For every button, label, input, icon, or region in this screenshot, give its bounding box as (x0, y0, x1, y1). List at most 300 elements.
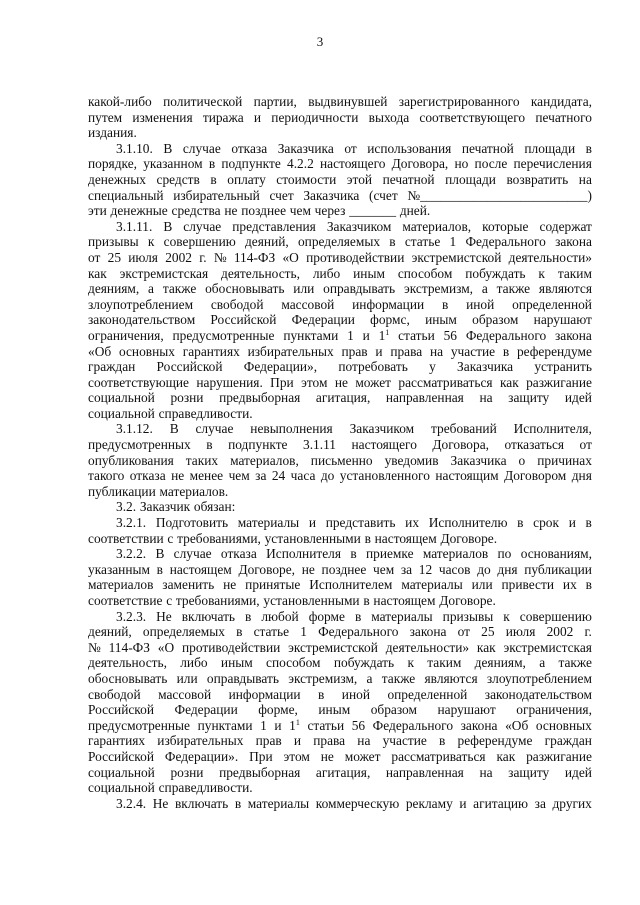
word: с (166, 593, 173, 608)
text-line (88, 188, 592, 204)
word: Исполнителем (309, 577, 393, 593)
word: заменить (162, 577, 215, 593)
word: деятельности» (508, 249, 592, 265)
word: разжигание (526, 374, 592, 390)
word: статьи (398, 327, 435, 343)
word: 3.2.4. (116, 795, 147, 811)
text-line (88, 546, 592, 562)
word: призывы (88, 234, 139, 250)
word: 56 (351, 717, 366, 733)
word: Федерации». (164, 748, 239, 764)
word: и (253, 109, 262, 125)
word: 25 (481, 624, 495, 640)
word: в (441, 296, 449, 312)
word: как (499, 374, 519, 390)
word: не (223, 577, 237, 593)
word: В (169, 421, 179, 437)
word: $1^1$ (378, 327, 390, 343)
word: статье (404, 234, 441, 250)
word: референдуме (457, 733, 533, 749)
word: массовой (158, 686, 212, 702)
word: образом (370, 702, 417, 718)
word: иной (341, 686, 370, 702)
word: на (479, 764, 493, 780)
word: экстремистской (411, 249, 502, 265)
word: в (318, 686, 325, 702)
word: Договоре. (439, 593, 496, 608)
word: печатной (382, 171, 435, 187)
word: а (539, 655, 546, 671)
word: Договором (504, 468, 567, 484)
word: к (407, 655, 414, 671)
word: в (439, 733, 446, 749)
word: №_________________________) (407, 187, 592, 203)
word: Федерации (291, 312, 355, 328)
word: через (314, 203, 346, 219)
word: по (497, 546, 512, 562)
text-line (88, 671, 592, 687)
word: до (477, 561, 491, 577)
word: 1 (347, 327, 354, 343)
word: настоящего (320, 156, 386, 172)
word: определенной (512, 296, 592, 312)
word: материалов (88, 577, 154, 593)
word: этой (346, 171, 373, 187)
text-line (88, 312, 592, 328)
word: экстремизм, (288, 670, 358, 686)
word: или (471, 577, 493, 593)
word: тиража (202, 109, 244, 125)
word: права (313, 733, 346, 749)
word: социальной (88, 405, 155, 421)
word: установленного (339, 468, 430, 484)
word: разжигание (526, 748, 592, 764)
word: материалов. (159, 483, 229, 499)
word: иным (353, 265, 385, 281)
word: являются (424, 670, 478, 686)
word: требований (430, 421, 497, 437)
word: участие (382, 733, 427, 749)
word: ограничения, (88, 327, 164, 343)
word: законодательством (484, 686, 592, 702)
word: которые (482, 218, 529, 234)
word: эти (88, 203, 107, 219)
word: справедливости. (158, 405, 253, 421)
word: коммерческую (315, 795, 400, 811)
text-line (88, 687, 592, 703)
word: к (147, 234, 155, 250)
text-line (88, 125, 592, 141)
text-line (88, 250, 592, 266)
word: а (481, 281, 488, 297)
word: Не (152, 795, 169, 811)
word: 3.2.1. (116, 515, 147, 531)
word: иным (220, 655, 253, 671)
word: указанным (88, 561, 150, 577)
text-line (88, 328, 592, 344)
word: настоящем (374, 530, 437, 546)
word: также (496, 281, 531, 297)
word: в (354, 608, 362, 624)
word: кандидата, (530, 94, 592, 109)
word: оплату (227, 171, 266, 187)
word: 1 (449, 234, 457, 250)
word: основных (118, 343, 175, 359)
word: публикации (88, 483, 156, 499)
word: законодательством (88, 312, 196, 328)
word: денежных (88, 171, 146, 187)
word: перечисления (513, 156, 592, 172)
word: определенной (387, 686, 468, 702)
word: 24 (271, 468, 286, 484)
word: № (213, 249, 227, 265)
word: закона (460, 717, 498, 733)
word: площади (524, 140, 576, 156)
word: 3.2.3. (116, 608, 147, 624)
word: дня (571, 468, 592, 484)
word: зарегистрированного (398, 94, 520, 109)
word: 114-ФЗ (233, 249, 276, 265)
word: от (344, 140, 357, 156)
word: 3.1.12. (116, 421, 153, 437)
word: дней. (399, 203, 431, 219)
word: социальной (88, 390, 155, 406)
word: избирательный (173, 187, 260, 203)
word: менее (189, 468, 224, 484)
word: от (88, 249, 101, 265)
text-line (88, 266, 592, 282)
word: информации (228, 686, 301, 702)
word: использования (367, 140, 452, 156)
word: основных (535, 717, 592, 733)
text-line (88, 484, 592, 500)
text-line (88, 359, 592, 375)
word: 3.2.2. (116, 546, 147, 562)
word: опубликования (88, 452, 174, 468)
word: статье (253, 624, 290, 640)
word: материалы (371, 608, 433, 624)
text-line (88, 297, 592, 313)
word: в (350, 546, 357, 562)
word: выдвинувшей (308, 94, 388, 109)
word: права (390, 343, 423, 359)
word: чем (228, 468, 250, 484)
word: Федерального (465, 327, 547, 343)
word: материалы (401, 577, 463, 593)
word: Исполнителя (266, 546, 342, 562)
text-line (88, 390, 592, 406)
word: избирательных (247, 343, 334, 359)
superscript: 1 (385, 327, 390, 337)
word: противодействии (181, 639, 281, 655)
text-line (88, 281, 592, 297)
word: отказа (220, 546, 257, 562)
text-line (88, 453, 592, 469)
word: Федерации (174, 702, 238, 718)
word: обосновывать (205, 281, 285, 297)
word: способом (266, 655, 321, 671)
word: как (476, 639, 496, 655)
word: Федерального (465, 234, 546, 250)
word: как (496, 748, 516, 764)
word: в (585, 577, 592, 593)
word: других (552, 795, 592, 811)
word: справедливости. (158, 780, 253, 796)
word: или (176, 670, 198, 686)
word: какой-либо (88, 94, 152, 109)
word: любой (261, 608, 299, 624)
word: подпункте (221, 156, 281, 172)
word: в (234, 795, 242, 811)
word: оправдывать (323, 281, 396, 297)
word: противодействии (306, 249, 405, 265)
word: счет (269, 187, 294, 203)
word: и (362, 327, 370, 343)
word: граждан (88, 359, 136, 375)
word: оправдывать (206, 670, 279, 686)
word: пунктами (197, 717, 253, 733)
superscript: 1 (295, 717, 300, 727)
word: до (320, 468, 335, 484)
word: предвыборная (219, 390, 301, 406)
word: закона (555, 234, 592, 250)
word: в (389, 234, 396, 250)
word: невыполнения (250, 421, 333, 437)
word: в (363, 593, 370, 608)
word: и (308, 515, 317, 531)
word: Российской (88, 702, 154, 718)
word: пунктами (283, 327, 339, 343)
word: в (502, 343, 510, 359)
word: рассматриваться (398, 374, 493, 390)
word: площади (445, 171, 496, 187)
word: 3.1.10. (116, 140, 153, 156)
word: потребовать (338, 359, 408, 375)
word: В (163, 218, 173, 234)
word: средств (156, 171, 200, 187)
word: к (538, 265, 545, 281)
word: установленными (263, 593, 360, 608)
word: их (405, 515, 420, 531)
word: этом (283, 748, 310, 764)
text-line (88, 234, 592, 250)
text-line (88, 141, 592, 157)
word: иным (425, 312, 457, 328)
word: избирательных (157, 733, 244, 749)
text-line (88, 203, 592, 219)
word: от (457, 624, 471, 640)
word: призывы (442, 608, 494, 624)
word: защиту (508, 764, 550, 780)
word: также (162, 281, 197, 297)
word: и (568, 515, 576, 531)
word: Договора, (391, 156, 449, 172)
word: в (585, 140, 592, 156)
word: формс, (370, 312, 410, 328)
word: и (293, 733, 302, 749)
word: При (249, 748, 273, 764)
word: Российской (210, 312, 277, 328)
word: участие (450, 343, 496, 359)
text-line (88, 531, 592, 547)
word: в (206, 437, 213, 453)
word: материалов (422, 546, 489, 562)
word: публикации (524, 561, 592, 577)
word: предусмотренные (172, 327, 275, 343)
word: Договоре. (440, 530, 498, 546)
word: Исполнителю (428, 515, 508, 531)
word: обязан: (193, 499, 236, 515)
word: настоящего (351, 437, 417, 453)
word: включать (181, 608, 236, 624)
word: основаниям, (520, 546, 592, 562)
text-line (88, 655, 592, 671)
word: путем (88, 109, 123, 125)
word: направленная (385, 390, 464, 406)
word: причинах (537, 452, 592, 468)
word: соответствии (88, 530, 164, 546)
word: случае (182, 140, 221, 156)
word: рассматриваться (391, 748, 486, 764)
word: 3.1.11. (116, 218, 153, 234)
word: № (88, 639, 101, 655)
word: дня (497, 561, 518, 577)
word: позднее (241, 203, 287, 219)
word: референдуме (516, 343, 592, 359)
word: изменения (132, 109, 193, 125)
word: Заказчик (139, 499, 191, 515)
word: этом (301, 374, 328, 390)
text-line (88, 593, 592, 609)
word: направленная (385, 764, 464, 780)
word: свободой (88, 686, 141, 702)
word: соответствующие (88, 374, 189, 390)
word: письменно (310, 452, 373, 468)
word: нарушают (437, 702, 496, 718)
word: случае (195, 421, 234, 437)
text-line (88, 172, 592, 188)
word: злоупотреблением (486, 670, 592, 686)
word: на (357, 733, 371, 749)
word: $1^1$ (289, 717, 300, 733)
word: приемке (365, 546, 414, 562)
word: социальной (88, 780, 155, 796)
word: может (355, 374, 392, 390)
word: принятые (245, 577, 301, 593)
word: не (320, 748, 334, 764)
word: ограничения, (516, 702, 592, 718)
word: идей (564, 390, 592, 406)
word: г. (199, 249, 207, 265)
word: статьи (307, 717, 345, 733)
word: нарушения. (196, 374, 263, 390)
word: в (364, 530, 371, 546)
word: обосновывать (88, 670, 168, 686)
word: в (156, 561, 163, 577)
word: июля (505, 624, 536, 640)
word: экстремистской (288, 639, 378, 655)
word: может (344, 748, 381, 764)
word: и (375, 343, 383, 359)
word: в (245, 608, 252, 624)
word: Договоре, (238, 561, 296, 577)
word: на (479, 390, 493, 406)
word: побуждать (465, 265, 526, 281)
word: Федерального (318, 624, 399, 640)
word: прав (255, 733, 282, 749)
word: случае (183, 218, 222, 234)
word: г. (584, 624, 592, 640)
word: форме, (258, 702, 298, 718)
word: отказа (231, 140, 268, 156)
word: 1 (260, 717, 267, 733)
word: агитация, (315, 764, 371, 780)
word: Федерального (372, 717, 454, 733)
word: определяемых (297, 234, 381, 250)
word: стоимости (276, 171, 337, 187)
word: являются (538, 281, 592, 297)
word: Подготовить (155, 515, 229, 531)
word: за (255, 468, 267, 484)
text-line (88, 577, 592, 593)
word: агитация, (315, 390, 371, 406)
word: материалы (247, 795, 310, 811)
word: 56 (443, 327, 457, 343)
word: свободой (210, 296, 264, 312)
text-line (88, 344, 592, 360)
word: представить (325, 515, 396, 531)
word: не (334, 374, 348, 390)
word: «Об (505, 717, 529, 733)
word: настоящим (435, 468, 499, 484)
word: от (579, 437, 592, 453)
word: При (270, 374, 294, 390)
word: требованиями, (175, 593, 260, 608)
word: злоупотреблением (88, 296, 194, 312)
word: Не (156, 608, 172, 624)
word: деяниям, (474, 655, 526, 671)
text-line (88, 375, 592, 391)
word: граждан (544, 733, 592, 749)
word: не (224, 203, 238, 219)
word: социальной (88, 764, 155, 780)
word: деяниям, (88, 281, 140, 297)
word: способом (397, 265, 453, 281)
word: и (459, 795, 467, 811)
word: случае (173, 546, 212, 562)
word: Российской (88, 748, 154, 764)
word: периодичности (271, 109, 359, 125)
word: в (210, 171, 217, 187)
word: Исполнителя, (513, 421, 592, 437)
word: устранить (534, 359, 592, 375)
word: 4.2.2 (287, 156, 314, 172)
text-line (88, 749, 592, 765)
word: форме (308, 608, 345, 624)
word: В (163, 140, 173, 156)
word: агитацию (473, 795, 529, 811)
word: как (88, 265, 107, 281)
word: установленными (264, 530, 361, 546)
text-line (88, 219, 592, 235)
word: часов (438, 561, 471, 577)
word: В (155, 546, 165, 562)
word: таким (427, 655, 462, 671)
word: отказаться (504, 437, 565, 453)
word: июля (128, 249, 158, 265)
word: также (558, 655, 592, 671)
word: о (518, 452, 526, 468)
